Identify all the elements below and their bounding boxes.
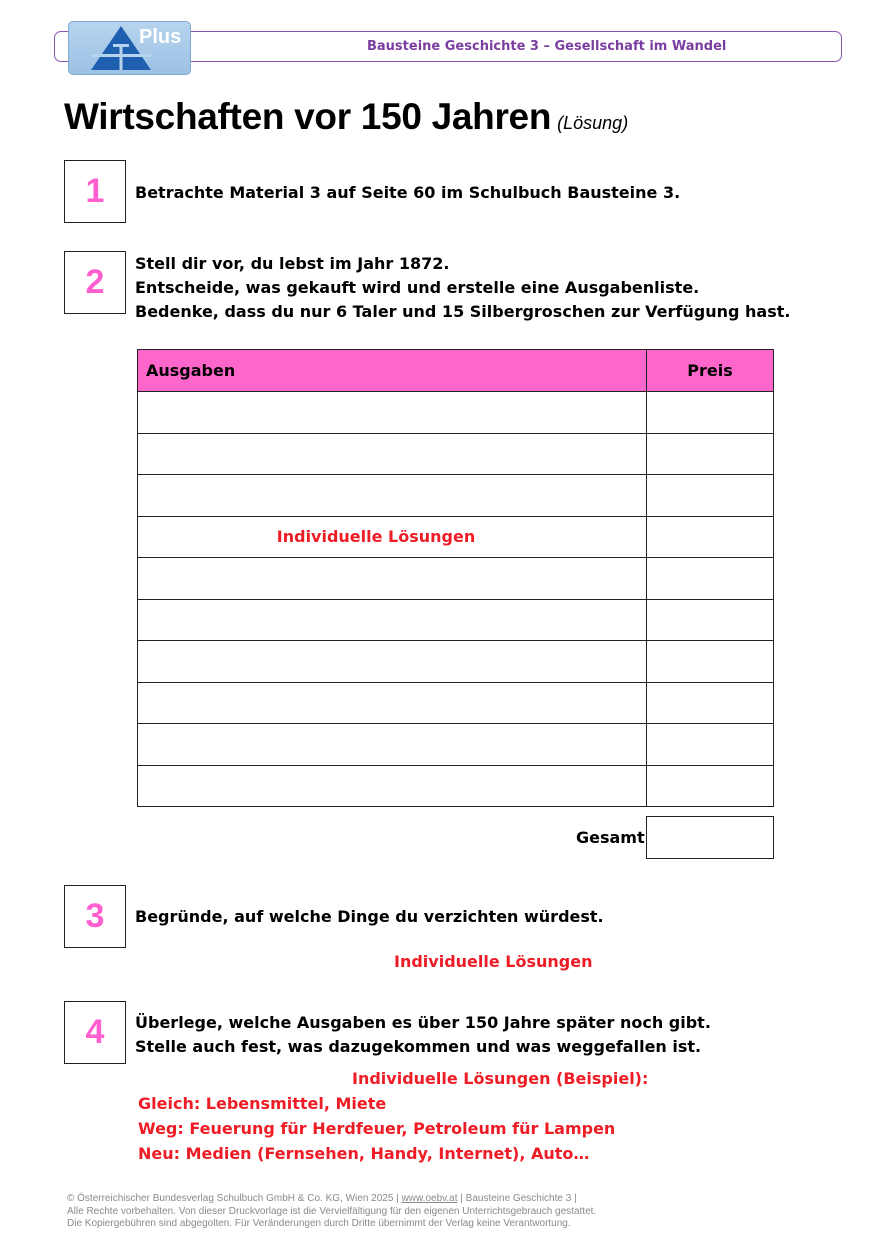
table-row <box>138 724 774 766</box>
table-row <box>138 599 774 641</box>
column-header-price: Preis <box>647 350 774 392</box>
expense-table <box>137 349 774 807</box>
price-cell[interactable] <box>647 516 774 558</box>
table-header-row <box>138 350 774 392</box>
expense-cell[interactable] <box>138 599 647 641</box>
table-row <box>138 516 774 558</box>
task-number-1: 1 <box>64 160 126 223</box>
task-4-answer-line: Weg: Feuerung für Herdfeuer, Petroleum für Lampen <box>138 1119 616 1138</box>
task-4-answer-heading: Individuelle Lösungen (Beispiel): <box>352 1069 649 1088</box>
task-number-4: 4 <box>64 1001 126 1064</box>
task-1-line: Betrachte Material 3 auf Seite 60 im Schulbuch Bausteine 3. <box>135 183 681 202</box>
price-cell[interactable] <box>647 392 774 434</box>
table-row <box>138 433 774 475</box>
task-3-answer: Individuelle Lösungen <box>394 952 593 971</box>
table-row <box>138 641 774 683</box>
price-cell[interactable] <box>647 724 774 766</box>
expense-cell[interactable] <box>138 682 647 724</box>
table-row <box>138 765 774 807</box>
expense-cell[interactable] <box>138 641 647 683</box>
publisher-link[interactable]: www.oebv.at <box>401 1193 458 1204</box>
task-1-text <box>135 181 680 205</box>
footer-copyright: © Österreichischer Bundesverlag Schulbuch GmbH & Co. KG, Wien 2025 | <box>67 1193 402 1204</box>
total-label: Gesamt <box>576 828 645 847</box>
table-row <box>138 558 774 600</box>
series-title: Bausteine Geschichte 3 – Gesellschaft im Wandel <box>367 39 727 54</box>
total-cell[interactable] <box>646 816 774 859</box>
expense-cell[interactable] <box>138 558 647 600</box>
task-2-line: Entscheide, was gekauft wird und erstelle eine Ausgabenliste. <box>135 278 700 297</box>
expense-cell[interactable] <box>138 392 647 434</box>
price-cell[interactable] <box>647 558 774 600</box>
footer-book-title: | Bausteine Geschichte 3 | <box>457 1193 577 1204</box>
task-3-line: Begründe, auf welche Dinge du verzichten würdest. <box>135 907 604 926</box>
task-2-line: Bedenke, dass du nur 6 Taler und 15 Silbergroschen zur Verfügung hast. <box>135 302 791 321</box>
expense-cell[interactable] <box>138 765 647 807</box>
price-cell[interactable] <box>647 682 774 724</box>
column-header-expenses: Ausgaben <box>138 350 647 392</box>
task-4-line: Stelle auch fest, was dazugekommen und was weggefallen ist. <box>135 1037 702 1056</box>
page-title-subtitle: (Lösung) <box>557 113 629 133</box>
price-cell[interactable] <box>647 765 774 807</box>
price-cell[interactable] <box>647 475 774 517</box>
price-cell[interactable] <box>647 433 774 475</box>
expense-cell-answer[interactable]: Individuelle Lösungen <box>138 516 647 558</box>
footer-line-2: Alle Rechte vorbehalten. Von dieser Druckvorlage ist die Vervielfältigung für den eigenen Unterrichtsgebrauch gestattet. <box>67 1205 597 1217</box>
footer-line-3: Die Kopiergebühren sind abgegolten. Für Veränderungen durch Dritte übernimmt der Verlag keine Verantwortung. <box>67 1218 571 1229</box>
task-number-2: 2 <box>64 251 126 314</box>
footer <box>67 1193 596 1231</box>
expense-cell[interactable] <box>138 724 647 766</box>
price-cell[interactable] <box>647 641 774 683</box>
page-title-main: Wirtschaften vor 150 Jahren <box>64 96 552 137</box>
page-title <box>64 96 628 138</box>
table-row <box>138 682 774 724</box>
footer-line-1 <box>67 1193 596 1206</box>
task-4-answer-line: Gleich: Lebensmittel, Miete <box>138 1094 387 1113</box>
task-2-text <box>135 252 790 324</box>
task-2-line: Stell dir vor, du lebst im Jahr 1872. <box>135 254 450 273</box>
table-row <box>138 392 774 434</box>
task-4-answer-line: Neu: Medien (Fernsehen, Handy, Internet), Auto… <box>138 1144 590 1163</box>
expense-cell[interactable] <box>138 433 647 475</box>
task-4-text <box>135 1011 711 1059</box>
task-3-text <box>135 905 604 929</box>
logo-label: Plus <box>139 26 182 48</box>
task-number-3: 3 <box>64 885 126 948</box>
price-cell[interactable] <box>647 599 774 641</box>
task-4-line: Überlege, welche Ausgaben es über 150 Jahre später noch gibt. <box>135 1013 711 1032</box>
table-row <box>138 475 774 517</box>
expense-cell[interactable] <box>138 475 647 517</box>
